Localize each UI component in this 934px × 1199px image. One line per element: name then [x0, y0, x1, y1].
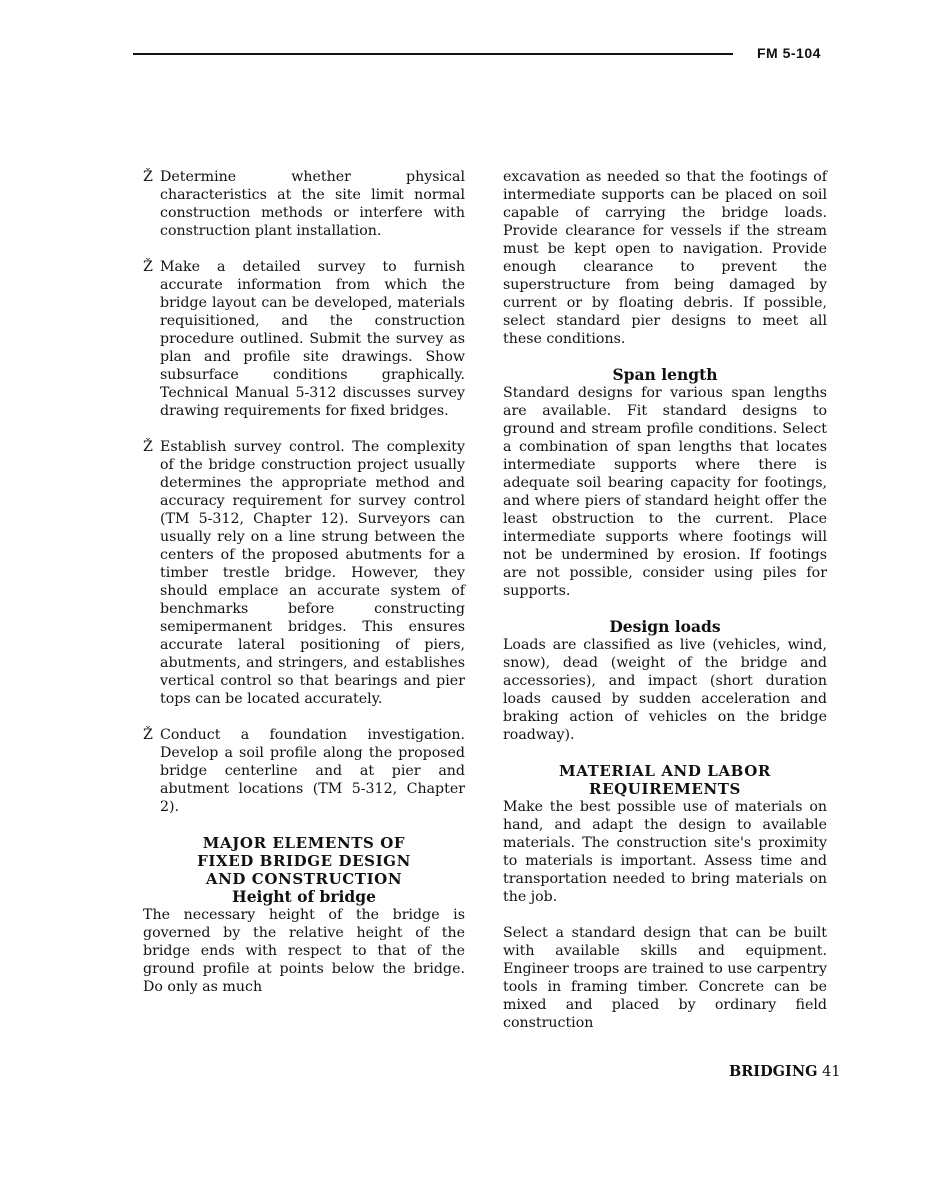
document-id: FM 5-104 — [757, 45, 821, 61]
bullet-text: Determine whether physical characteristics at the site limit normal construction methods or interfere with construction plant installation. — [160, 169, 465, 239]
section-heading-line: FIXED BRIDGE DESIGN — [197, 852, 411, 870]
bullet-mark: Ž — [143, 727, 153, 743]
bullet-item — [143, 168, 465, 240]
section-heading-line: MAJOR ELEMENTS OF — [202, 834, 406, 852]
span-heading: Span length — [612, 365, 718, 384]
bullet-item — [143, 438, 465, 708]
page-footer — [729, 1063, 841, 1080]
bullet-mark: Ž — [143, 169, 153, 185]
bullet-item — [143, 258, 465, 420]
material-paragraph: Make the best possible use of materials on hand, and adapt the design to available materials. The construction site's proximity to materials is important. Assess time and transportation needed to bring materials on the job. — [503, 799, 827, 905]
span-paragraph: Standard designs for various span lengths are available. Fit standard designs to ground and stream profile conditions. Select a combination of span lengths that locates intermediate supports where there is adequate soil bearing capacity for footings, and where piers of standard height offer the least obstruction to the current. Place intermediate supports where footings will not be undermined by erosion. If footings are not possible, consider using piles for supports. — [503, 385, 827, 599]
height-heading: Height of bridge — [232, 887, 376, 906]
loads-heading: Design loads — [609, 617, 721, 636]
page-number: 41 — [822, 1064, 841, 1080]
material-heading-line: REQUIREMENTS — [589, 780, 741, 798]
bullet-mark: Ž — [143, 439, 153, 455]
left-column — [143, 168, 465, 1014]
continued-paragraph: excavation as needed so that the footings of intermediate supports can be placed on soil capable of carrying the bridge loads. Provide clearance for vessels if the stream must be kept open to navigation. Provide enough clearance to prevent the superstructure from being damaged by current or by floating debris. If possible, select standard pier designs to meet all these conditions. — [503, 169, 827, 347]
header-rule — [133, 53, 733, 55]
footer-section: BRIDGING — [729, 1063, 818, 1080]
loads-paragraph: Loads are classified as live (vehicles, wind, snow), dead (weight of the bridge and accessories), and impact (short duration loads caused by sudden acceleration and braking action of vehicles on the bridge roadway). — [503, 637, 827, 743]
select-paragraph: Select a standard design that can be built with available skills and equipment. Engineer troops are trained to use carpentry tools in framing timber. Concrete can be mixed and placed by ordinary field construction — [503, 925, 827, 1031]
bullet-mark: Ž — [143, 259, 153, 275]
bullet-text: Make a detailed survey to furnish accurate information from which the bridge layout can be developed, materials requisitioned, and the construction procedure outlined. Submit the survey as plan and profile site drawings. Show subsurface conditions graphically. Technical Manual 5-312 discusses survey drawing requirements for fixed bridges. — [160, 259, 465, 419]
right-column — [503, 168, 827, 1050]
bullet-item — [143, 726, 465, 816]
bullet-text: Establish survey control. The complexity of the bridge construction project usually determines the appropriate method and accuracy requirement for survey control (TM 5-312, Chapter 12). Surveyors can usually rely on a line strung between the centers of the proposed abutments for a timber trestle bridge. However, they should emplace an accurate system of benchmarks before constructing semipermanent bridges. This ensures accurate lateral positioning of piers, abutments, and stringers, and establishes vertical control so that bearings and pier tops can be located accurately. — [160, 439, 465, 707]
bullet-text: Conduct a foundation investigation. Develop a soil profile along the proposed bridge centerline and at pier and abutment locations (TM 5-312, Chapter 2). — [160, 727, 465, 815]
section-heading-line: AND CONSTRUCTION — [205, 870, 403, 888]
material-heading-line: MATERIAL AND LABOR — [559, 762, 771, 780]
height-paragraph: The necessary height of the bridge is governed by the relative height of the bridge ends with respect to that of the ground profile at points below the bridge. Do only as much — [143, 907, 465, 995]
